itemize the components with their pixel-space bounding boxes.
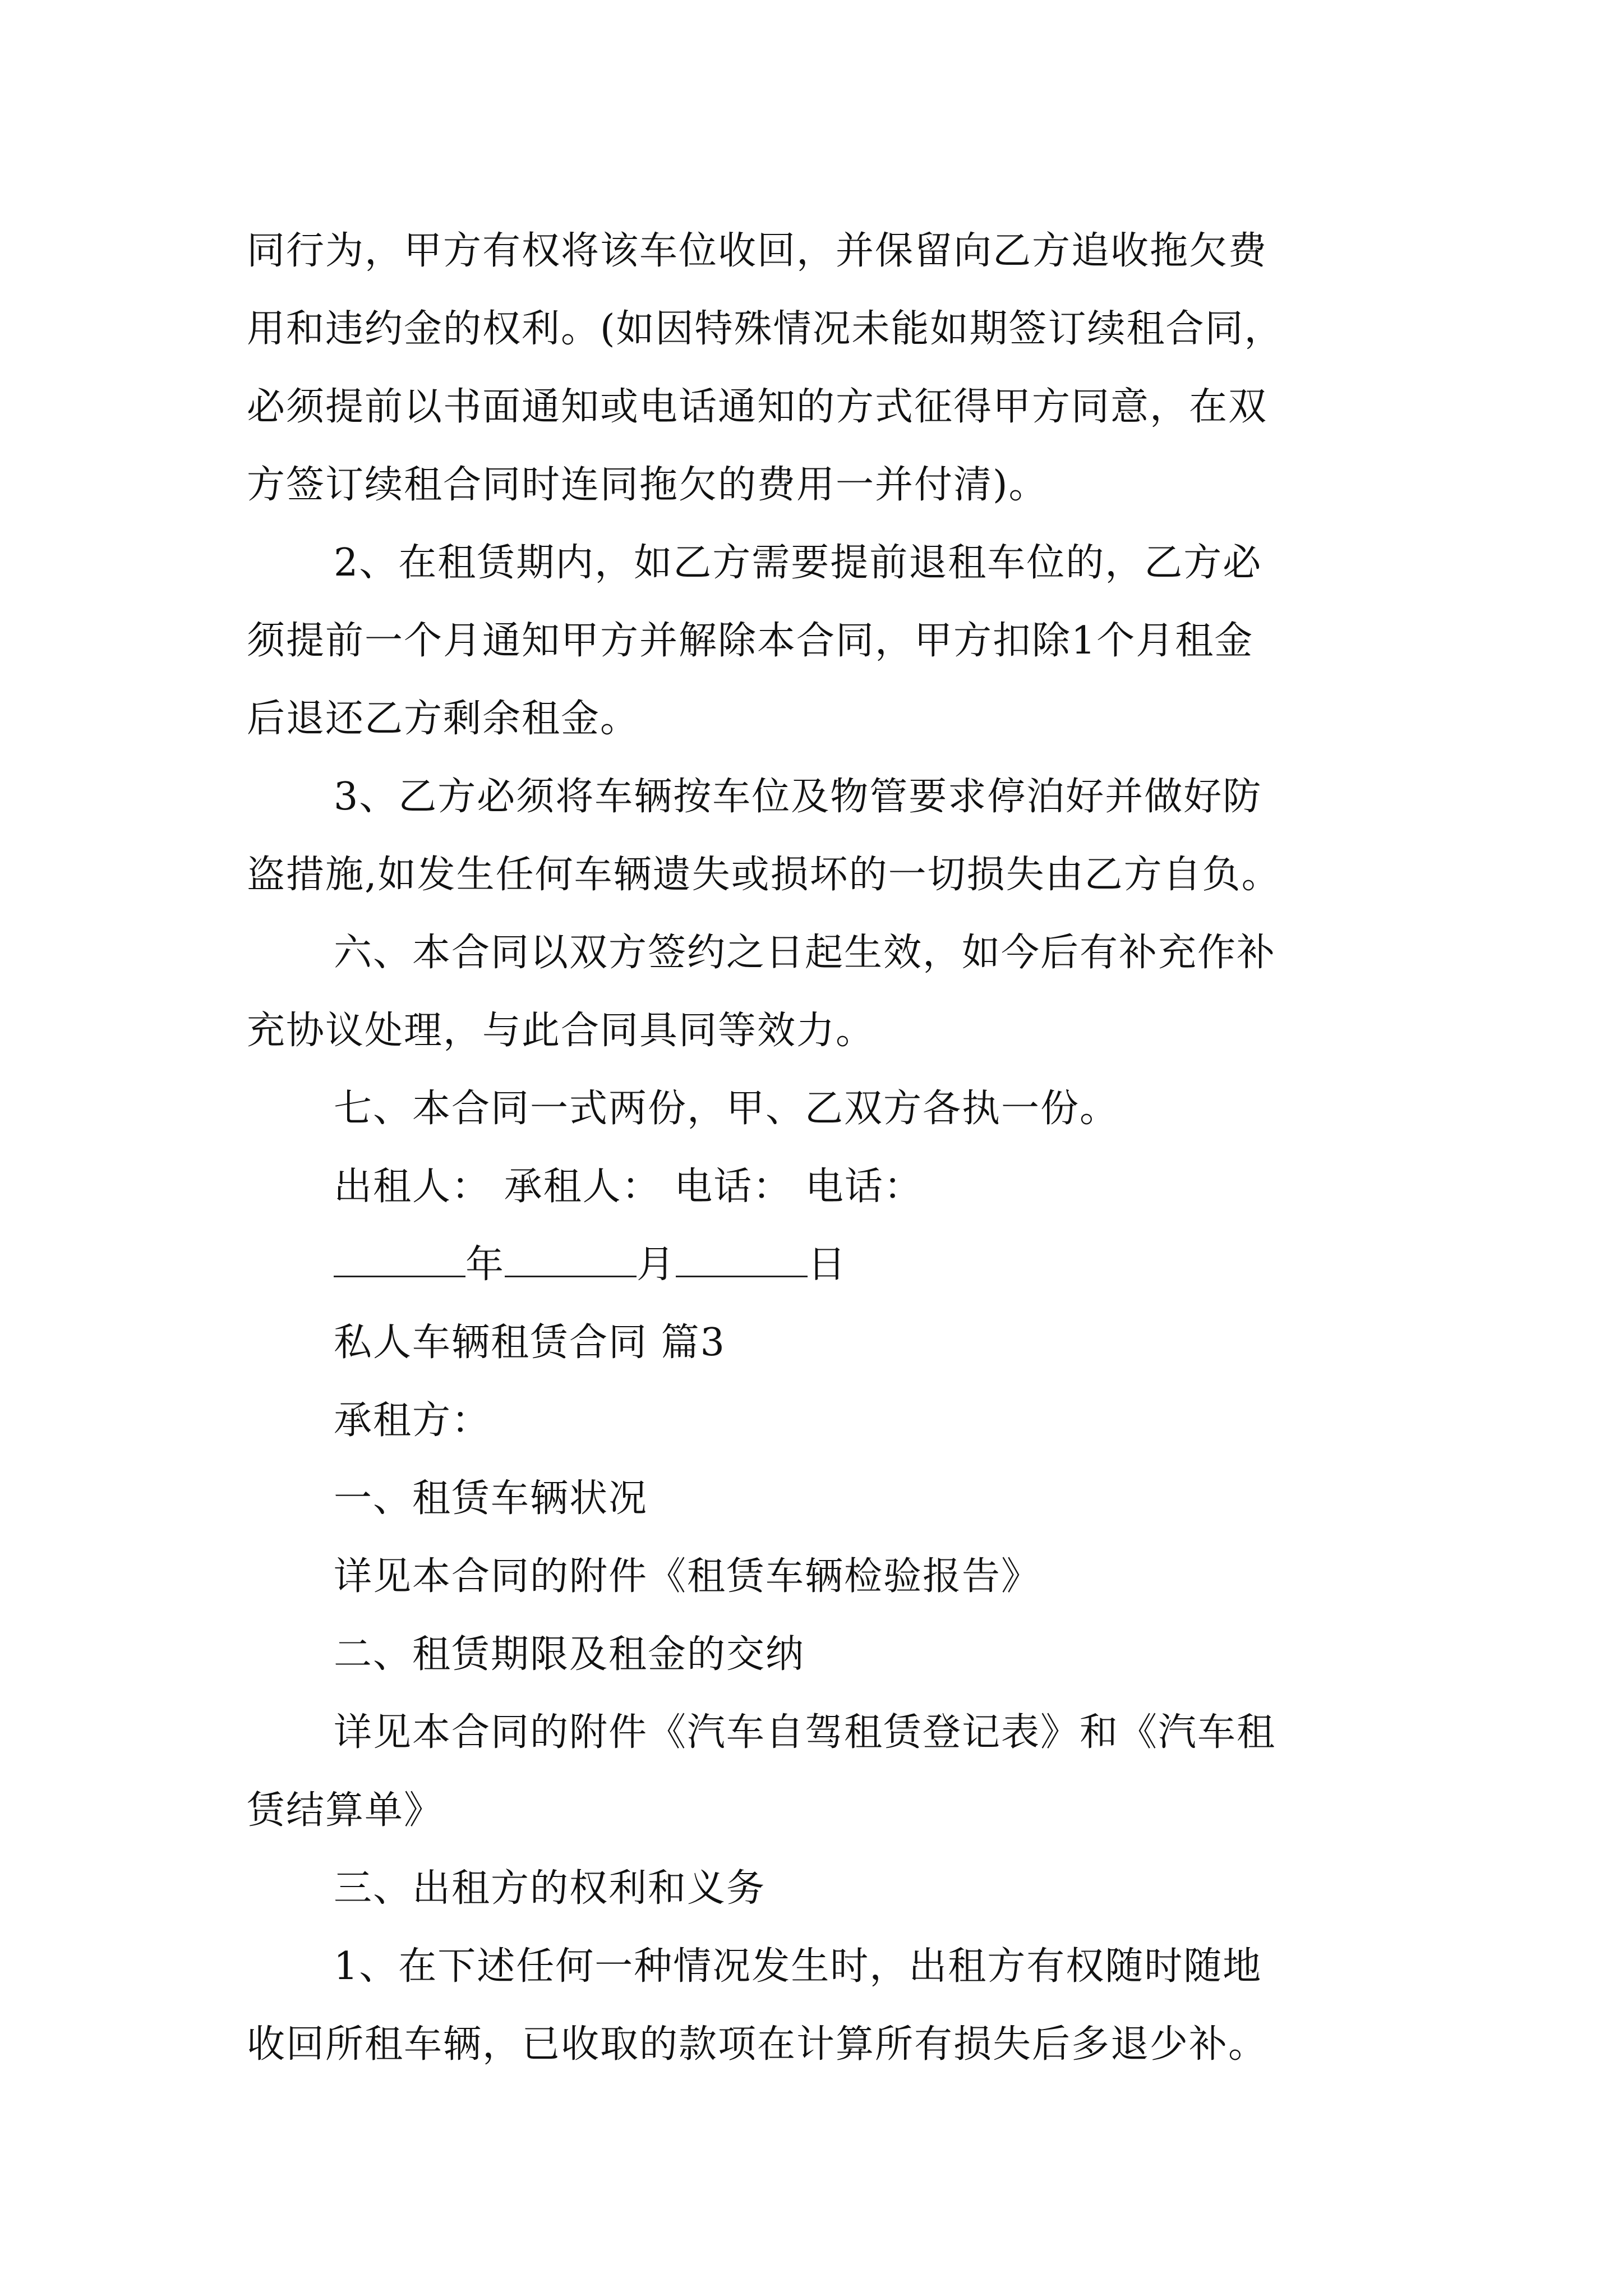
- month-label: 月: [637, 1243, 676, 1287]
- text-line: 同行为，甲方有权将该车位收回，并保留向乙方追收拖欠费: [247, 229, 1268, 273]
- text-line: 用和违约金的权利。(如因特殊情况未能如期签订续租合同，: [247, 307, 1284, 351]
- text-line: 七、本合同一式两份，甲、乙双方各执一份。: [334, 1087, 1119, 1131]
- month-blank: [505, 1242, 637, 1277]
- year-blank: [334, 1242, 465, 1277]
- text-line: 方签订续租合同时连同拖欠的费用一并付清)。: [247, 463, 1048, 507]
- text-line: 后退还乙方剩余租金。: [247, 697, 640, 741]
- text-line: 承租方：: [334, 1398, 491, 1443]
- text-line: 收回所租车辆，已收取的款项在计算所有损失后多退少补。: [247, 2022, 1268, 2067]
- document-body: [247, 212, 1394, 2083]
- text-line: 1、在下述任何一种情况发生时，出租方有权随时随地: [334, 1944, 1262, 1989]
- text-line: 赁结算单》: [247, 1788, 444, 1833]
- day-label: 日: [808, 1243, 847, 1287]
- text-line: 须提前一个月通知甲方并解除本合同，甲方扣除1个月租金: [247, 619, 1254, 663]
- clause-heading: 三、出租方的权利和义务: [334, 1866, 766, 1911]
- text-line: 详见本合同的附件《汽车自驾租赁登记表》和《汽车租: [334, 1710, 1276, 1755]
- text-line: 详见本合同的附件《租赁车辆检验报告》: [334, 1554, 1041, 1599]
- text-line: 3、乙方必须将车辆按车位及物管要求停泊好并做好防: [334, 775, 1262, 819]
- text-line: 2、在租赁期内，如乙方需要提前退租车位的，乙方必: [334, 541, 1262, 585]
- year-label: 年: [465, 1243, 505, 1287]
- section-title: 私人车辆租赁合同 篇3: [334, 1320, 726, 1365]
- day-blank: [676, 1242, 808, 1277]
- text-line: 充协议处理，与此合同具同等效力。: [247, 1009, 875, 1053]
- clause-heading: 二、租赁期限及租金的交纳: [334, 1632, 805, 1677]
- text-line: 六、本合同以双方签约之日起生效，如今后有补充作补: [334, 931, 1276, 975]
- text-line: 必须提前以书面通知或电话通知的方式征得甲方同意，在双: [247, 385, 1268, 429]
- date-line: [247, 1226, 1394, 1304]
- text-line: 盗措施,如发生任何车辆遗失或损坏的一切损失由乙方自负。: [247, 853, 1281, 897]
- clause-heading: 一、租赁车辆状况: [334, 1476, 648, 1521]
- signature-line: 出租人： 承租人： 电话： 电话：: [334, 1165, 923, 1209]
